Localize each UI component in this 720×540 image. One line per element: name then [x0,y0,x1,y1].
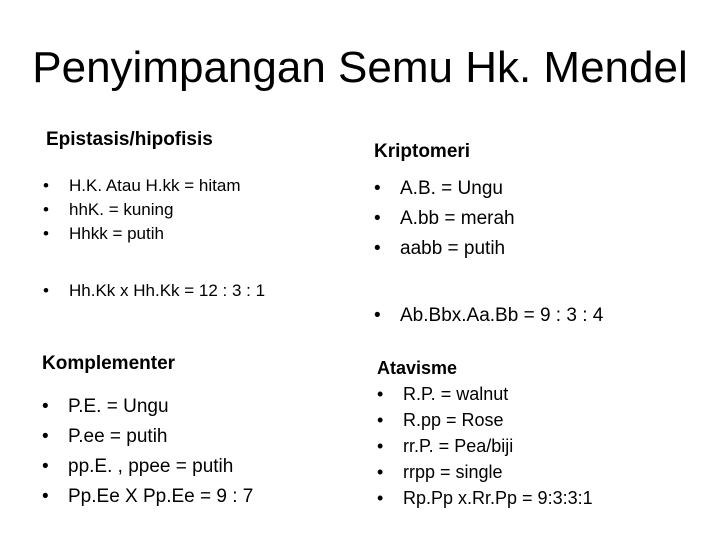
komplementer-heading: Komplementer [42,353,176,374]
list-item: • P.ee = putih [42,422,253,452]
slide-title: Penyimpangan Semu Hk. Mendel [32,43,688,92]
list-item: • A.B. = Ungu [374,174,515,204]
kriptomeri-ratio-list [374,301,603,331]
atavisme-heading: Atavisme [377,358,458,378]
list-item: • Hhkk = putih [43,222,241,246]
list-item: • R.pp = Rose [377,407,593,433]
list-item: • hhK. = kuning [43,198,241,222]
list-item: • R.P. = walnut [377,381,593,407]
list-item: • Rp.Pp x.Rr.Pp = 9:3:3:1 [377,485,593,511]
epistasis-ratio: • Hh.Kk x Hh.Kk = 12 : 3 : 1 [43,279,265,303]
list-item: • Pp.Ee X Pp.Ee = 9 : 7 [42,482,253,512]
komplementer-list [42,392,253,512]
atavisme-block [377,355,593,511]
list-item: • A.bb = merah [374,204,515,234]
list-item: • rr.P. = Pea/biji [377,433,593,459]
epistasis-list [43,174,241,246]
kriptomeri-heading: Kriptomeri [374,141,471,162]
atavisme-list [377,381,593,511]
list-item: • rrpp = single [377,459,593,485]
epistasis-ratio-list [43,279,265,303]
list-item: • H.K. Atau H.kk = hitam [43,174,241,198]
kriptomeri-list [374,174,515,264]
kriptomeri-ratio: • Ab.Bbx.Aa.Bb = 9 : 3 : 4 [374,301,603,331]
list-item: • pp.E. , ppee = putih [42,452,253,482]
list-item: • P.E. = Ungu [42,392,253,422]
list-item: • aabb = putih [374,234,515,264]
epistasis-heading: Epistasis/hipofisis [46,129,213,150]
